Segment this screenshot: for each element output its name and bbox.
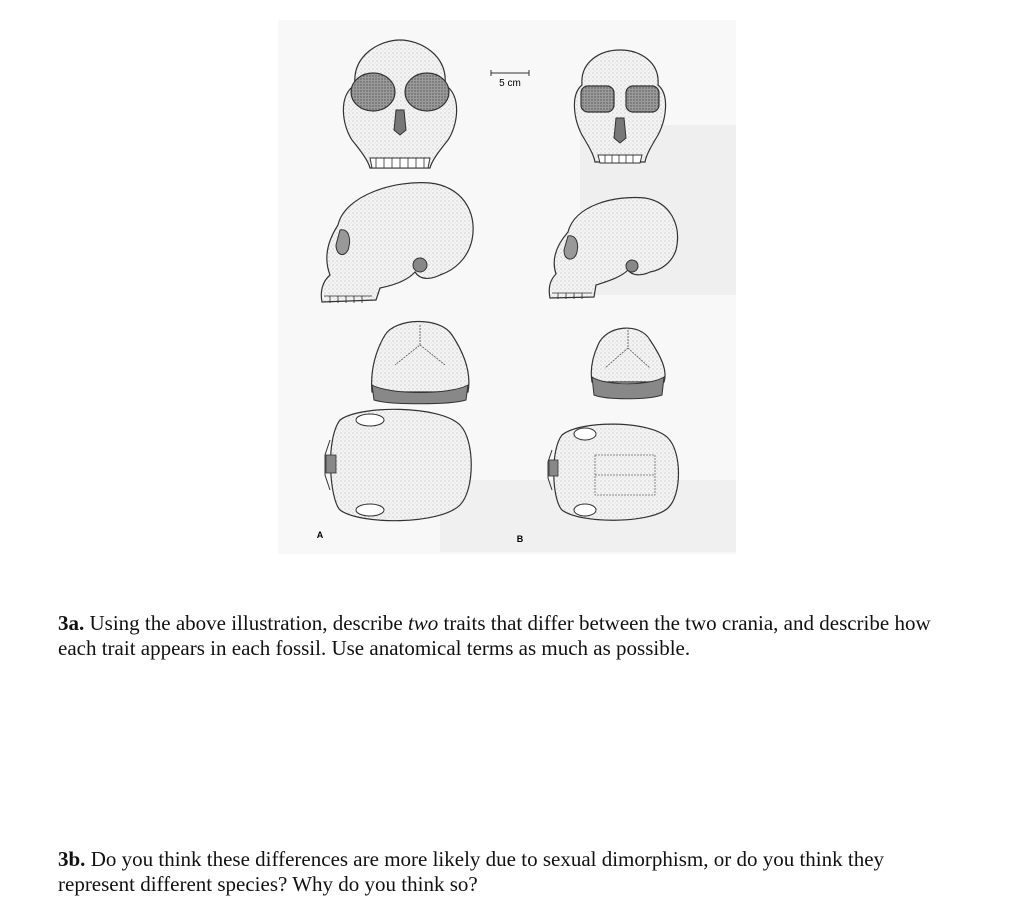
specimen-b-label: B — [516, 534, 524, 544]
question-3b-number: 3b. — [58, 847, 86, 871]
question-3b-text: Do you think these differences are more likely due to sexual dimorphism, or do you think they represent different species? Why do you think so? — [58, 847, 885, 896]
question-3a-text-before: Using the above illustration, describe — [84, 611, 408, 635]
cranium-a-superior-view — [325, 409, 471, 520]
question-3a-text-after: traits that differ between the two crania, and describe how each trait appears in each fossil. Use anatomical terms as much as possible. — [58, 611, 931, 660]
cranium-b-superior-view — [548, 424, 679, 520]
scale-bar-label: 5 cm — [499, 78, 521, 89]
specimen-a-label: A — [316, 530, 324, 540]
question-3a — [58, 611, 958, 661]
cranium-b-frontal-view — [574, 50, 665, 163]
question-3a-number: 3a. — [58, 611, 85, 635]
question-3a-emphasis: two — [407, 611, 439, 635]
question-3b — [58, 847, 958, 897]
